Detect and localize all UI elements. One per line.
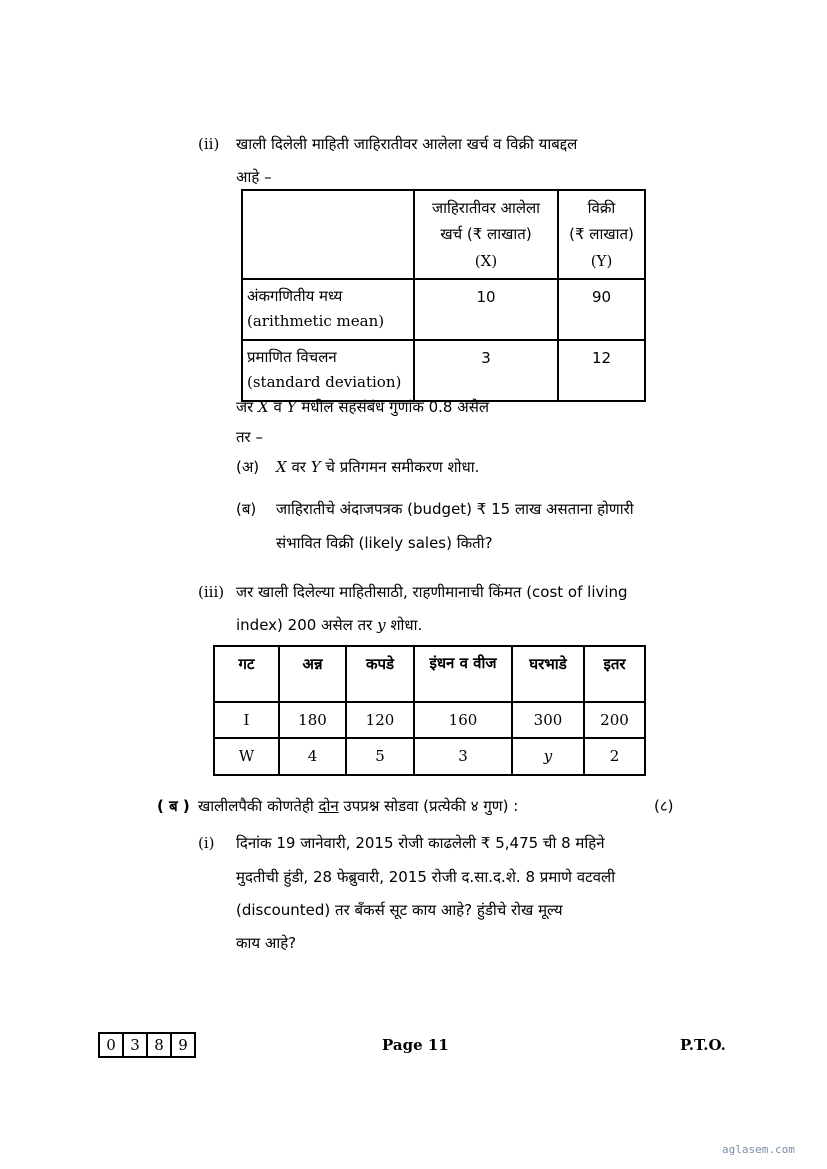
sd-y-value: 12	[558, 340, 645, 401]
watermark: aglasem.com	[722, 1143, 795, 1156]
section-b-instruction: खालीलपैकी कोणतेही दोन उपप्रश्न सोडवा (प्रत्येकी ४ गुण) :	[198, 797, 519, 815]
row-w-clothing: 5	[346, 738, 414, 774]
question-number-b-i: (i)	[198, 834, 215, 852]
mean-y-value: 90	[558, 279, 645, 340]
row-w-label: W	[214, 738, 279, 774]
row-i-rent: 300	[512, 702, 584, 738]
stats-table	[241, 189, 646, 402]
subq-a-label: (अ)	[236, 458, 260, 476]
question-number-iii: (iii)	[198, 583, 225, 601]
question-ii-intro: खाली दिलेली माहिती जाहिरातीवर आलेला खर्च व विक्री याबद्दल	[236, 135, 578, 153]
row-arithmetic-mean-label: अंकगणितीय मध्य (arithmetic mean)	[242, 279, 414, 340]
header-group: गट	[214, 646, 279, 702]
row-i-food: 180	[279, 702, 346, 738]
paper-code-box	[98, 1032, 196, 1058]
then-label: तर –	[236, 428, 263, 446]
header-advertising-expense: जाहिरातीवर आलेला खर्च (₹ लाखात) (X)	[414, 190, 558, 279]
header-rent: घरभाडे	[512, 646, 584, 702]
pto-label: P.T.O.	[680, 1036, 726, 1054]
sd-x-value: 3	[414, 340, 558, 401]
row-i-fuel: 160	[414, 702, 512, 738]
table-header-row	[214, 646, 645, 702]
subq-b-text-cont: संभावित विक्री (likely sales) किती?	[276, 534, 493, 552]
header-clothing: कपडे	[346, 646, 414, 702]
mean-x-value: 10	[414, 279, 558, 340]
header-others: इतर	[584, 646, 645, 702]
header-sales: विक्री (₹ लाखात) (Y)	[558, 190, 645, 279]
table-row	[214, 702, 645, 738]
question-iii-text-cont: index) 200 असेल तर y शोधा.	[236, 616, 423, 634]
row-i-label: I	[214, 702, 279, 738]
section-b-label: ( ब )	[157, 797, 190, 815]
subq-a-text: X वर Y चे प्रतिगमन समीकरण शोधा.	[276, 458, 480, 476]
page-number: Page 11	[382, 1036, 449, 1054]
question-number-ii: (ii)	[198, 135, 220, 153]
subq-b-text: जाहिरातीचे अंदाजपत्रक (budget) ₹ 15 लाख असताना होणारी	[276, 500, 634, 518]
question-b-i-line-4: काय आहे?	[236, 934, 297, 952]
row-w-fuel: 3	[414, 738, 512, 774]
question-b-i-line-2: मुदतीची हुंडी, 28 फेब्रुवारी, 2015 रोजी द.सा.द.शे. 8 प्रमाणे वटवली	[236, 868, 616, 886]
code-digit: 9	[178, 1036, 188, 1054]
row-w-others: 2	[584, 738, 645, 774]
empty-header-cell	[242, 190, 414, 279]
question-b-i-line-3: (discounted) तर बँकर्स सूट काय आहे? हुंडीचे रोख मूल्य	[236, 901, 563, 919]
row-i-clothing: 120	[346, 702, 414, 738]
question-ii-intro-cont: आहे –	[236, 168, 272, 186]
header-food: अन्न	[279, 646, 346, 702]
table-row	[214, 738, 645, 774]
row-i-others: 200	[584, 702, 645, 738]
question-iii-text: जर खाली दिलेल्या माहितीसाठी, राहणीमानाची किंमत (cost of living	[236, 583, 628, 601]
row-w-food: 4	[279, 738, 346, 774]
section-b-marks: (८)	[654, 797, 674, 815]
code-digit: 8	[148, 1034, 172, 1056]
question-b-i-line-1: दिनांक 19 जानेवारी, 2015 रोजी काढलेली ₹ 5,475 ची 8 महिने	[236, 834, 605, 852]
header-fuel-electricity: इंधन व वीज	[414, 646, 512, 702]
code-digit: 3	[124, 1034, 148, 1056]
row-w-rent-unknown: y	[512, 738, 584, 774]
cost-of-living-table	[213, 645, 646, 776]
correlation-condition: जर X व Y मधील सहसंबंध गुणांक 0.8 असेल	[236, 398, 490, 416]
code-digit: 0	[100, 1034, 124, 1056]
subq-b-label: (ब)	[236, 500, 257, 518]
row-standard-deviation-label: प्रमाणित विचलन (standard deviation)	[242, 340, 414, 401]
